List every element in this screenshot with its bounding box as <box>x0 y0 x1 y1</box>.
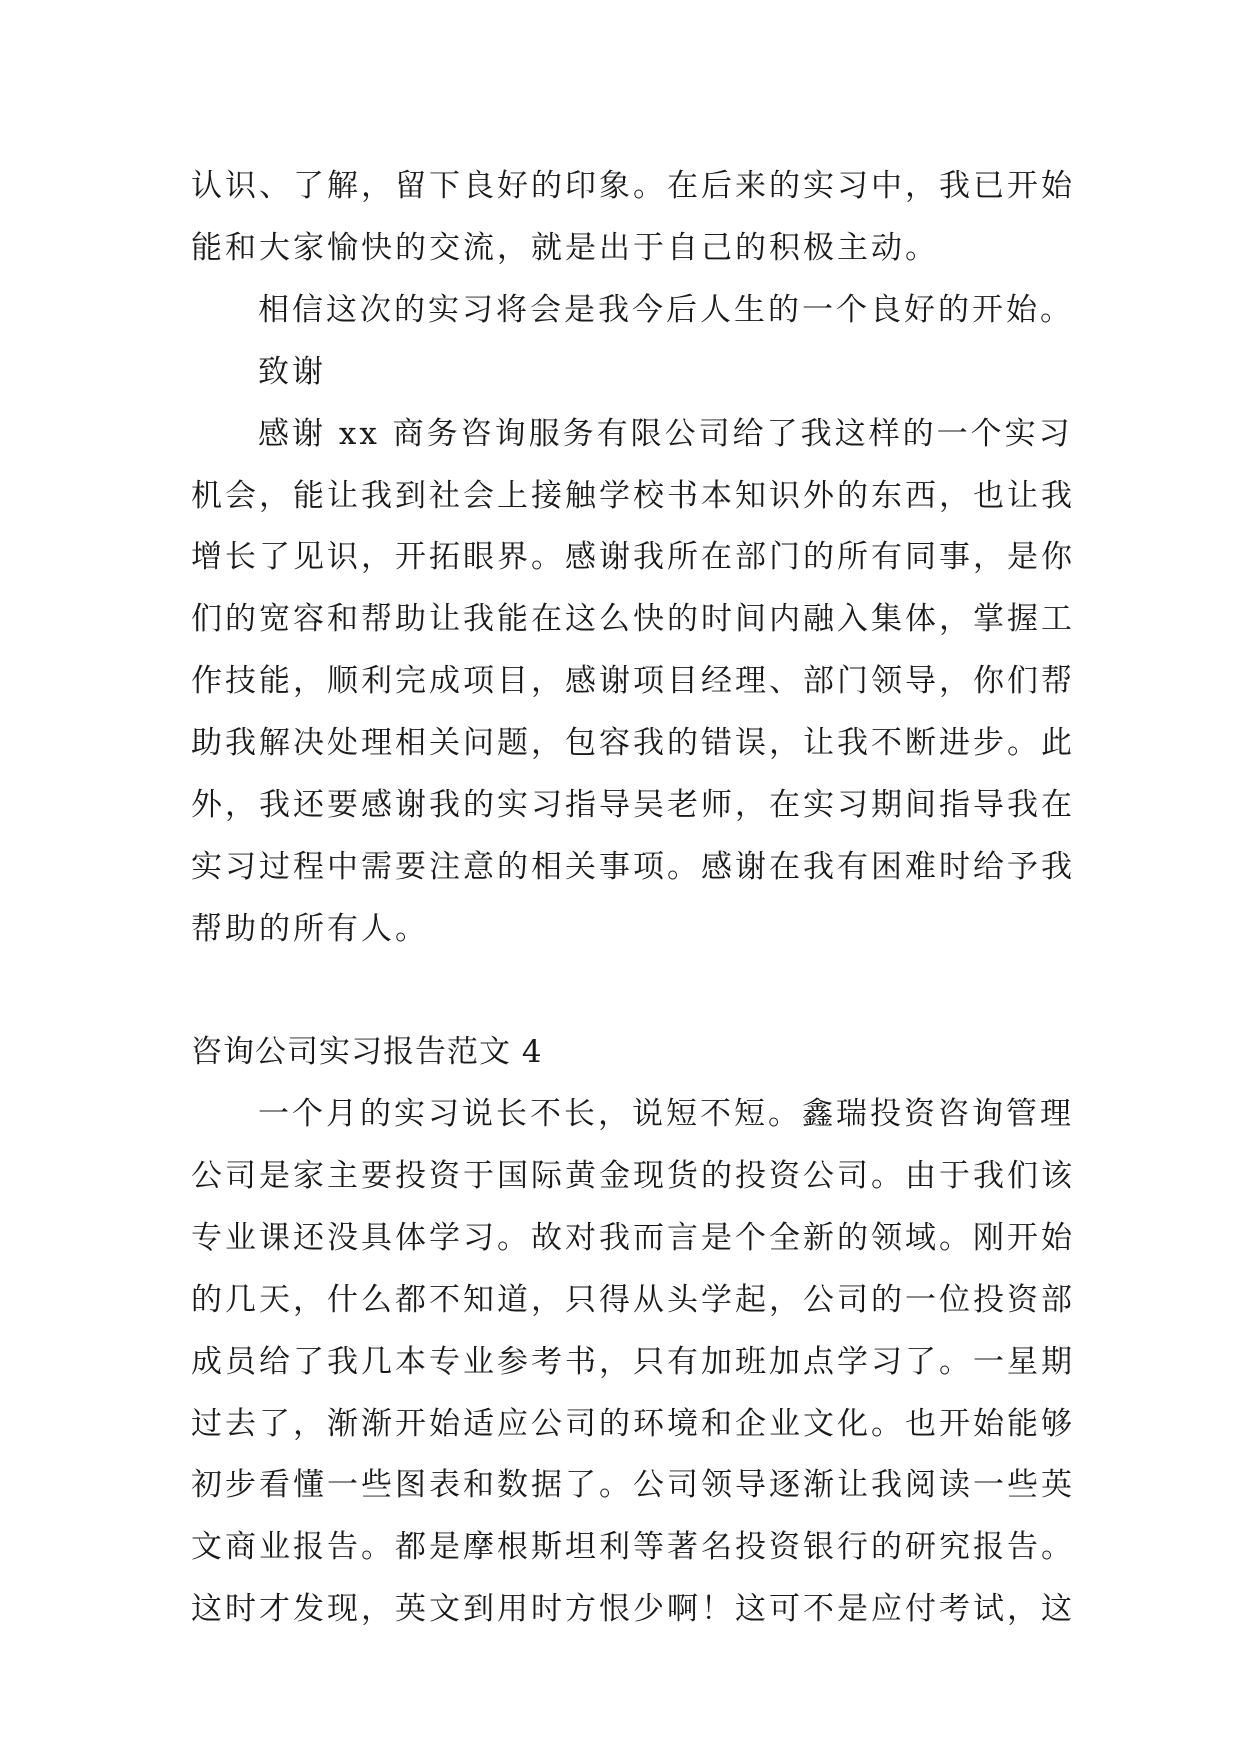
paragraph-line: 作技能，顺利完成项目，感谢项目经理、部门领导，你们帮 <box>191 663 1075 699</box>
paragraph-line: 相信这次的实习将会是我今后人生的一个良好的开始。 <box>258 292 1074 328</box>
acknowledgement-heading: 致谢 <box>258 354 326 390</box>
paragraph-line: 实习过程中需要注意的相关事项。感谢在我有困难时给予我 <box>191 849 1075 885</box>
paragraph-line: 初步看懂一些图表和数据了。公司领导逐渐让我阅读一些英 <box>191 1467 1075 1503</box>
paragraph-line: 们的宽容和帮助让我能在这么快的时间内融入集体，掌握工 <box>191 601 1075 637</box>
paragraph-line: 能和大家愉快的交流，就是出于自己的积极主动。 <box>191 230 939 266</box>
paragraph-line: 成员给了我几本专业参考书，只有加班加点学习了。一星期 <box>191 1344 1075 1380</box>
paragraph-line: 一个月的实习说长不长，说短不短。鑫瑞投资咨询管理 <box>258 1096 1074 1132</box>
section-heading: 咨询公司实习报告范文 4 <box>191 1034 543 1070</box>
paragraph-line: 文商业报告。都是摩根斯坦利等著名投资银行的研究报告。 <box>191 1529 1075 1565</box>
paragraph-line: 助我解决处理相关问题，包容我的错误，让我不断进步。此 <box>191 725 1075 761</box>
paragraph-line: 这时才发现，英文到用时方恨少啊！这可不是应付考试，这 <box>191 1591 1075 1627</box>
paragraph-line: 机会，能让我到社会上接触学校书本知识外的东西，也让我 <box>191 478 1075 514</box>
paragraph-line: 过去了，渐渐开始适应公司的环境和企业文化。也开始能够 <box>191 1406 1075 1442</box>
paragraph-line: 帮助的所有人。 <box>191 911 429 947</box>
paragraph-line: 专业课还没具体学习。故对我而言是个全新的领域。刚开始 <box>191 1220 1075 1256</box>
paragraph-line: 增长了见识，开拓眼界。感谢我所在部门的所有同事，是你 <box>191 539 1075 575</box>
paragraph-line: 感谢 xx 商务咨询服务有限公司给了我这样的一个实习 <box>258 416 1073 452</box>
paragraph-line: 外，我还要感谢我的实习指导吴老师，在实习期间指导我在 <box>191 787 1075 823</box>
paragraph-line: 公司是家主要投资于国际黄金现货的投资公司。由于我们该 <box>191 1158 1075 1194</box>
paragraph-line: 认识、了解，留下良好的印象。在后来的实习中，我已开始 <box>191 168 1075 204</box>
paragraph-line: 的几天，什么都不知道，只得从头学起，公司的一位投资部 <box>191 1282 1075 1318</box>
